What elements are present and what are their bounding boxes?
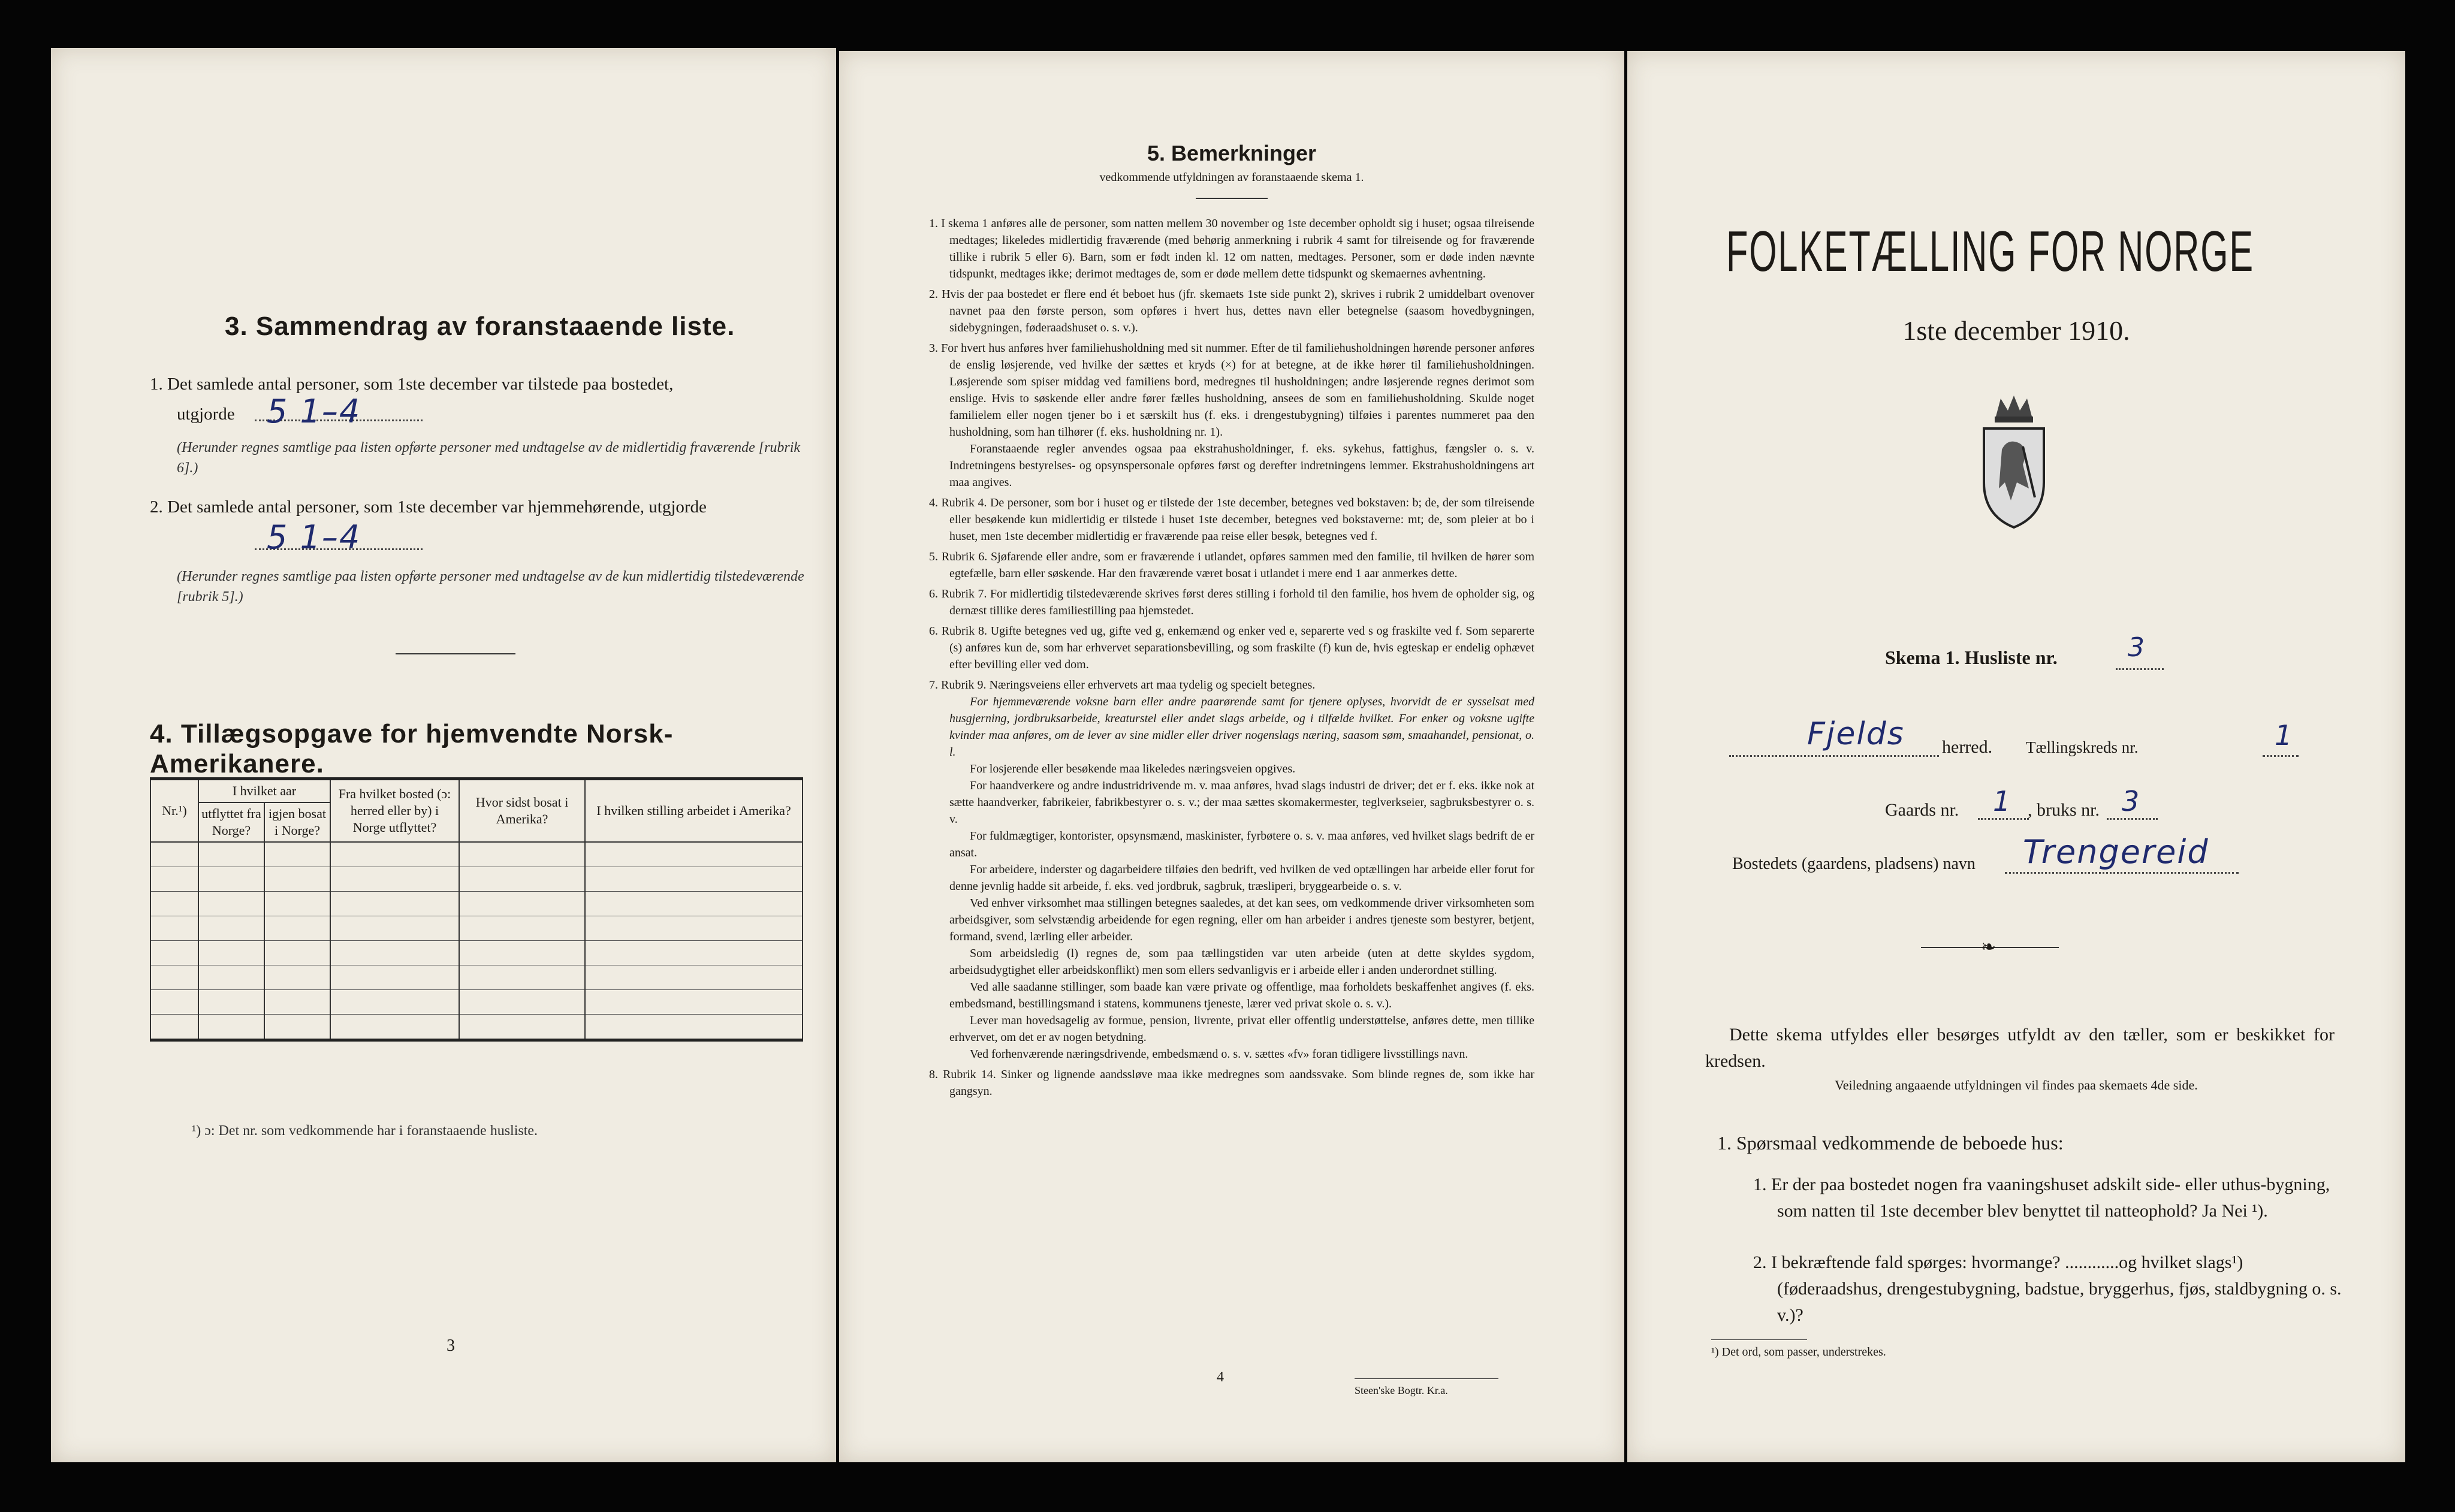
instruction: Dette skema utfyldes eller besørges utfyldt av den tæller, som er beskikket for kredsen. bbox=[1705, 1025, 2335, 1071]
remark-item: Som arbeidsledig (l) regnes de, som paa tællingstiden var uten arbeide (uten at dette skyldes sygdom, arbeidsudygtighet eller arbeidskonflikt) men som ellers sedvanligvis er i arbeide eller i anden underordnet stilling. bbox=[949, 947, 1534, 977]
remark-item: 8. Rubrik 14. Sinker og lignende aandssløve maa ikke medregnes som aandssvake. Som blinde regnes de, som ikke har gangsyn. bbox=[929, 1068, 1534, 1098]
remark-item: 1. I skema 1 anføres alle de personer, som natten mellem 30 november og 1ste december opholdt sig i huset; ogsaa tilreisende medtages; likeledes midlertidig fraværende (med behørig anmerkning i rubrik 4 samt for tilreisende og for fraværende tillike i rubrik 5 eller 6). Barn, som er født inden kl. 12 om natten, medtages. Personer, som er døde inden nævnte tidspunkt, medtages ikke; derimot medtages de, som er døde mellem dette tidspunkt og skemaernes avhentning. bbox=[929, 217, 1534, 280]
footnote: ¹) Det ord, som passer, understrekes. bbox=[1711, 1345, 1886, 1359]
table-row bbox=[150, 965, 803, 990]
col-emigrated: utflyttet fra Norge? bbox=[198, 802, 264, 842]
questions-heading: 1. Spørsmaal vedkommende de beboede hus: bbox=[1717, 1132, 2064, 1154]
page-number: 4 bbox=[1217, 1369, 1224, 1385]
instruction-small: Veiledning angaaende utfyldningen vil findes paa skemaets 4de side. bbox=[1835, 1078, 2198, 1092]
remarks-title: 5. Bemerkninger bbox=[1147, 141, 1317, 165]
remark-item: 5. Rubrik 6. Sjøfarende eller andre, som er fraværende i utlandet, opføres sammen med den familie, til hvilken de hører som egtefælle, barn eller søskende. Har den fraværende været bosat i utlandet i mere end 1 aar anmerkes dette. bbox=[929, 550, 1534, 580]
kreds-value: 1 bbox=[2275, 719, 2294, 752]
table-footnote: ¹) ɔ: Det nr. som vedkommende har i foranstaaende husliste. bbox=[192, 1123, 538, 1139]
remarks-subtitle: vedkommende utfyldningen av foranstaaende skema 1. bbox=[1099, 171, 1364, 184]
remark-item: For haandverkere og andre industridrivende m. v. maa anføres, hvad slags industri de driver; det er f. eks. ikke nok at sætte haandverker, fabrikeier, fabrikbestyrer o. s. v.; der maa sættes skomakermester, teglverkseier, sagbruksbestyrer o. s. v. bbox=[949, 779, 1534, 826]
question-1-text: 1. Det samlede antal personer, som 1ste december var tilstede paa bostedet, bbox=[150, 375, 674, 394]
remark-item: Ved enhver virksomhet maa stillingen betegnes saaledes, at det kan sees, om vedkommende driver virksomheten som arbeidsgiver, som selvstændig arbeidende for egen regning, eller om han arbeider i andres tjeneste som bestyrer, betjent, formand, svend, lærling eller arbeider. bbox=[949, 897, 1534, 943]
bosted-label: Bostedets (gaardens, pladsens) navn bbox=[1732, 855, 1976, 873]
gaards-value: 1 bbox=[1993, 785, 2012, 817]
left-page bbox=[51, 48, 836, 1462]
col-group-year: I hvilket aar bbox=[198, 779, 330, 803]
remarks-list bbox=[929, 212, 1534, 1100]
table-row bbox=[150, 1015, 803, 1040]
coat-of-arms-icon bbox=[1972, 393, 2056, 530]
col-last-residence: Hvor sidst bosat i Amerika? bbox=[459, 779, 585, 843]
bruks-value: 3 bbox=[2122, 785, 2141, 817]
remark-item: For losjerende eller besøkende maa likeledes næringsveien opgives. bbox=[970, 762, 1296, 775]
separator bbox=[396, 653, 515, 654]
remark-item: 6. Rubrik 7. For midlertidig tilstedeværende skrives først deres stilling i forhold til den familie, hos hvem de opholder sig, og dernæst tillike deres familiestilling paa hjemstedet. bbox=[929, 587, 1534, 617]
herred-value: Fjelds bbox=[1807, 716, 1905, 752]
skema-label: Skema 1. Husliste nr. bbox=[1885, 647, 2058, 668]
ornament-icon: ❧ bbox=[1981, 937, 1996, 957]
question-2-note: (Herunder regnes samtlige paa listen opførte personer med undtagelse av de kun midlertidig tilstedeværende [rubrik 5].) bbox=[177, 569, 804, 605]
remark-item: Ved alle saadanne stillinger, som baade kan være private og offentlige, maa forholdets beskaffenhet angives (f. eks. embedsmand, bestillingsmand i statens, kommunens tjeneste, lærer ved privat skole o. s. v.). bbox=[949, 980, 1534, 1010]
bosted-dotline bbox=[2005, 872, 2239, 874]
remark-item: 6. Rubrik 8. Ugifte betegnes ved ug, gifte ved g, enkemænd og enker ved e, separerte ved s og fraskilte ved f. Som separerte (s) anføres kun de, som har erhvervet separationsbevilling, og som fraskilte (f) kun de, hvis egteskap er endelig ophævet efter bevilling eller ved dom. bbox=[929, 624, 1534, 671]
question-2-value: 5 1–4 bbox=[267, 518, 361, 556]
question-1: 1. Er der paa bostedet nogen fra vaaningshuset adskilt side- eller uthus-bygning, som natten til 1ste december blev benyttet til natteophold? Ja Nei ¹). bbox=[1753, 1175, 2330, 1221]
herred-label: herred. bbox=[1942, 737, 1993, 757]
bosted-value: Trengereid bbox=[2023, 833, 2209, 871]
table-row bbox=[150, 916, 803, 941]
bruks-label: , bruks nr. bbox=[2028, 800, 2100, 820]
remark-item: Ved forhenværende næringsdrivende, embedsmænd o. s. v. sættes «fv» foran tidligere livsstillings navn. bbox=[970, 1048, 1468, 1061]
table-row bbox=[150, 892, 803, 916]
question-1-label: utgjorde bbox=[177, 405, 235, 424]
table-row bbox=[150, 867, 803, 892]
husliste-nr-value: 3 bbox=[2128, 632, 2146, 663]
remark-item: Foranstaaende regler anvendes ogsaa paa ekstrahusholdninger, f. eks. sykehus, fattighus, fængsler o. s. v. Indretningens bestyrelses- og opsynspersonale opføres først og derefter indretningens lemmer. Ekstrahusholdningens art maa angives. bbox=[949, 442, 1534, 489]
remark-item: 4. Rubrik 4. De personer, som bor i huset og er tilstede der 1ste december, betegnes ved bokstaven: b; de, der som tilreisende eller besøkende kun midlertidig er tilstede i huset 1ste december, betegnes ved bokstaverne: mt; de, som pleier at bo i huset, men 1ste december midlertidig er fraværende paa reise eller besøk, betegnes ved f. bbox=[929, 496, 1534, 543]
section-3-title: 3. Sammendrag av foranstaaende liste. bbox=[225, 312, 735, 341]
remark-item: For hjemmeværende voksne barn eller andre paarørende samt for tjenere oplyses, hvorvidt de er sysselsat med husgjerning, jordbruksarbeide, kreaturstel eller andet slags arbeide, og i tilfælde hvilket. For enker og voksne ugifte kvinder maa anføres, om de lever av sine midler eller driver nogenslags næring, saasom søm, smaahandel, pensionat, o. l. bbox=[949, 695, 1534, 759]
separator bbox=[1196, 198, 1268, 199]
table-row bbox=[150, 842, 803, 867]
husliste-dotline bbox=[2116, 668, 2164, 670]
herred-dotline bbox=[1729, 755, 1939, 757]
page-number: 3 bbox=[447, 1336, 455, 1355]
middle-page bbox=[839, 51, 1624, 1462]
remark-item: For arbeidere, inderster og dagarbeidere tilføies den bedrift, ved hvilken de ved optællingen har arbeide eller forut for denne jevnlig hadde sit arbeide, f. eks. ved jordbruk, sagbruk, træsliperi, bryggearbeide o. s. v. bbox=[949, 863, 1534, 893]
section-4-title: 4. Tillægsopgave for hjemvendte Norsk-Amerikanere. bbox=[150, 719, 674, 778]
gaards-dotline bbox=[1978, 818, 2029, 820]
form-title: FOLKETÆLLING FOR NORGE bbox=[1726, 219, 2254, 283]
col-occupation: I hvilken stilling arbeidet i Amerika? bbox=[585, 779, 803, 843]
question-2-text: 2. Det samlede antal personer, som 1ste december var hjemmehørende, utgjorde bbox=[150, 497, 707, 517]
norsk-amerikanere-table bbox=[150, 777, 803, 1042]
footnote-rule bbox=[1711, 1339, 1807, 1340]
right-page bbox=[1627, 51, 2405, 1462]
col-from-place: Fra hvilket bosted (ɔ: herred eller by) i Norge utflyttet? bbox=[330, 779, 459, 843]
table-row bbox=[150, 990, 803, 1015]
table-row bbox=[150, 941, 803, 965]
remark-item: 7. Rubrik 9. Næringsveiens eller erhvervets art maa tydelig og specielt betegnes. bbox=[929, 678, 1316, 692]
gaards-label: Gaards nr. bbox=[1885, 800, 1959, 820]
question-2: 2. I bekræftende fald spørges: hvormange? ............og hvilket slags¹) (føderaadshus, drengestubygning, badstue, bryggerhus, fjøs, staldbygning o. s. v.)? bbox=[1753, 1253, 2342, 1325]
col-returned: igjen bosat i Norge? bbox=[264, 802, 330, 842]
remark-item: Lever man hovedsagelig av formue, pension, livrente, privat eller offentlig understøttelse, anføres dette, men tillike erhvervet, om det er av nogen betydning. bbox=[949, 1014, 1534, 1044]
kreds-label: Tællingskreds nr. bbox=[2026, 738, 2139, 756]
question-1-note: (Herunder regnes samtlige paa listen opførte personer med undtagelse av de midlertidig fraværende [rubrik 6].) bbox=[177, 440, 801, 476]
remark-item: 2. Hvis der paa bostedet er flere end ét beboet hus (jfr. skemaets 1ste side punkt 2), skrives i rubrik 2 umiddelbart ovenover navnet paa den første person, som opføres i hvert hus, dettes navn eller betegnelse (saasom hovedbygningen, sidebygningen, føderaadshuset o. s. v.). bbox=[929, 288, 1534, 334]
question-1-value: 5 1–4 bbox=[267, 393, 361, 430]
printer-rule bbox=[1355, 1378, 1498, 1379]
remark-item: 3. For hvert hus anføres hver familiehusholdning med sit nummer. Efter de til familiehusholdningen hørende personer anføres de enslig løsjerende, ved hvilke der sættes et kryds (×) for at betegne, at de ikke hører til familiehusholdningen. Løsjerende som spiser middag ved familiens bord, medregnes til husholdningen; andre løsjerende regnes derimot som enslige. Hvis to søskende eller andre fører fælles husholdning, ansees de som en familiehusholdning. Skulde noget familielem eller nogen tjener bo i et særskilt hus (f. eks. i drengestubygning) tilføies i parentes nummeret paa den husholdning, som han tilhører (f. eks. husholdning nr. 1). bbox=[929, 342, 1534, 439]
printer-imprint: Steen'ske Bogtr. Kr.a. bbox=[1355, 1384, 1448, 1396]
bruks-dotline bbox=[2107, 818, 2158, 820]
remark-item: For fuldmægtiger, kontorister, opsynsmænd, maskinister, fyrbøtere o. s. v. maa anføres, ved hvilket slags bedrift de er ansat. bbox=[949, 829, 1534, 859]
census-date: 1ste december 1910. bbox=[1902, 315, 2130, 346]
col-nr: Nr.¹) bbox=[150, 779, 198, 843]
kreds-dotline bbox=[2263, 755, 2299, 757]
